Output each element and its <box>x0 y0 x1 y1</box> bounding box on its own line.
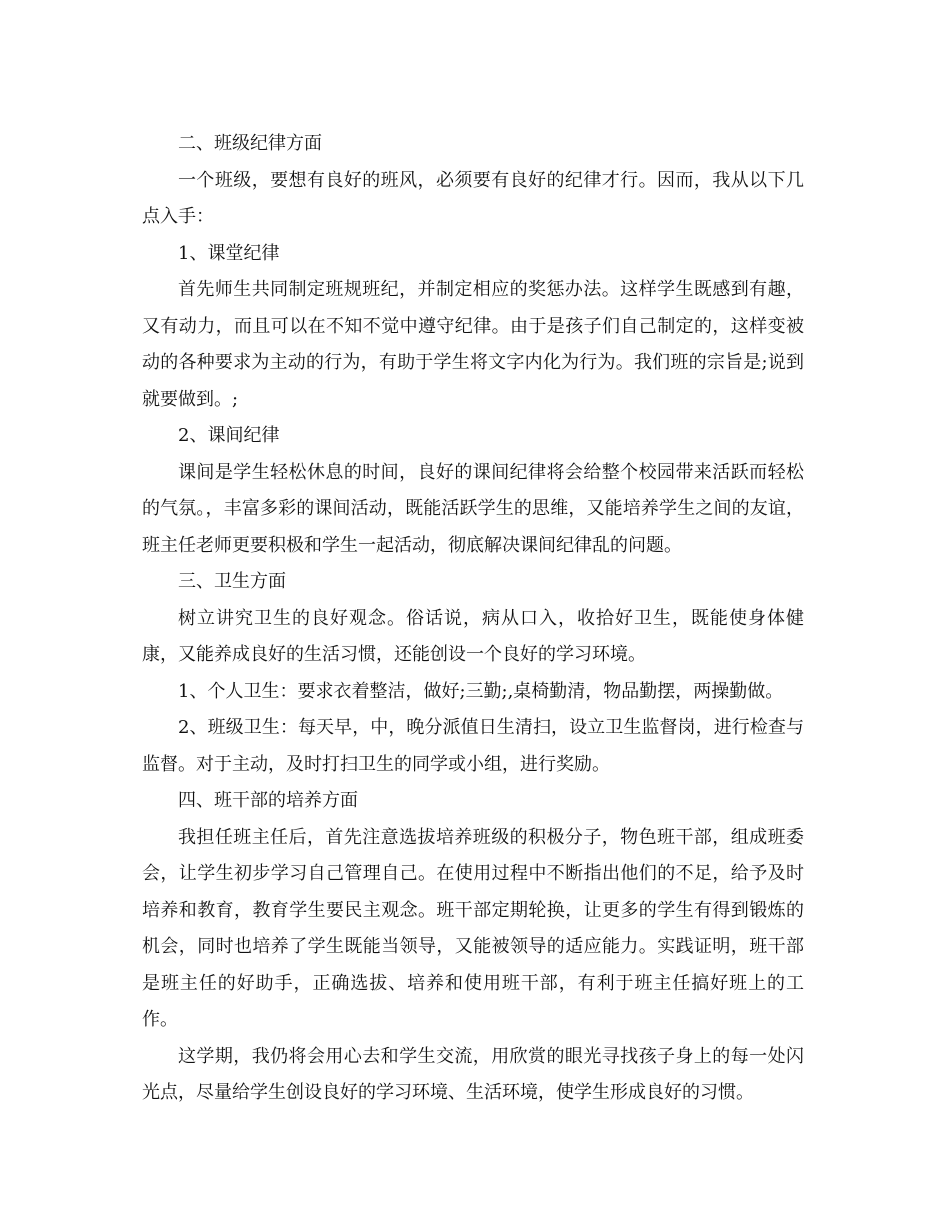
paragraph-hygiene-intro: 树立讲究卫生的良好观念。俗话说，病从口入，收拾好卫生，既能使身体健康，又能养成良好的生活习惯，还能创设一个良好的学习环境。 <box>142 607 804 665</box>
subheading-break-discipline: 2、课间纪律 <box>178 425 280 446</box>
document-body <box>142 126 804 1112</box>
paragraph-class-hygiene: 2、班级卫生：每天早，中，晚分派值日生清扫，设立卫生监督岗，进行检查与监督。对于主动，及时打扫卫生的同学或小组，进行奖励。 <box>142 717 804 775</box>
section-heading-class-cadres: 四、班干部的培养方面 <box>178 790 358 811</box>
paragraph-closing: 这学期，我仍将会用心去和学生交流，用欣赏的眼光寻找孩子身上的每一处闪光点，尽量给学生创设良好的学习环境、生活环境，使学生形成良好的习惯。 <box>142 1045 804 1103</box>
section-heading-hygiene: 三、卫生方面 <box>178 571 286 592</box>
paragraph-class-cadres: 我担任班主任后，首先注意选拔培养班级的积极分子，物色班干部，组成班委会，让学生初步学习自己管理自己。在使用过程中不断指出他们的不足，给予及时培养和教育，教育学生要民主观念。班干部定期轮换，让更多的学生有得到锻炼的机会，同时也培养了学生既能当领导，又能被领导的适应能力。实践证明，班干部是班主任的好助手，正确选拔、培养和使用班干部，有利于班主任搞好班上的工作。 <box>142 826 804 1030</box>
paragraph-discipline-intro: 一个班级，要想有良好的班风，必须要有良好的纪律才行。因而，我从以下几点入手： <box>142 169 804 227</box>
paragraph-personal-hygiene: 1、个人卫生：要求衣着整洁，做好;三勤;,桌椅勤清，物品勤摆，两操勤做。 <box>178 680 784 702</box>
subheading-classroom-discipline: 1、课堂纪律 <box>178 242 280 264</box>
section-heading-discipline: 二、班级纪律方面 <box>178 133 322 154</box>
paragraph-classroom-discipline: 首先师生共同制定班规班纪，并制定相应的奖惩办法。这样学生既感到有趣，又有动力，而且可以在不知不觉中遵守纪律。由于是孩子们自己制定的，这样变被动的各种要求为主动的行为，有助于学生将文字内化为行为。我们班的宗旨是;说到就要做到。; <box>142 279 804 410</box>
paragraph-break-discipline: 课间是学生轻松休息的时间，良好的课间纪律将会给整个校园带来活跃而轻松的气氛。，丰富多彩的课间活动，既能活跃学生的思维，又能培养学生之间的友谊，班主任老师更要积极和学生一起活动，彻底解决课间纪律乱的问题。 <box>142 461 804 556</box>
